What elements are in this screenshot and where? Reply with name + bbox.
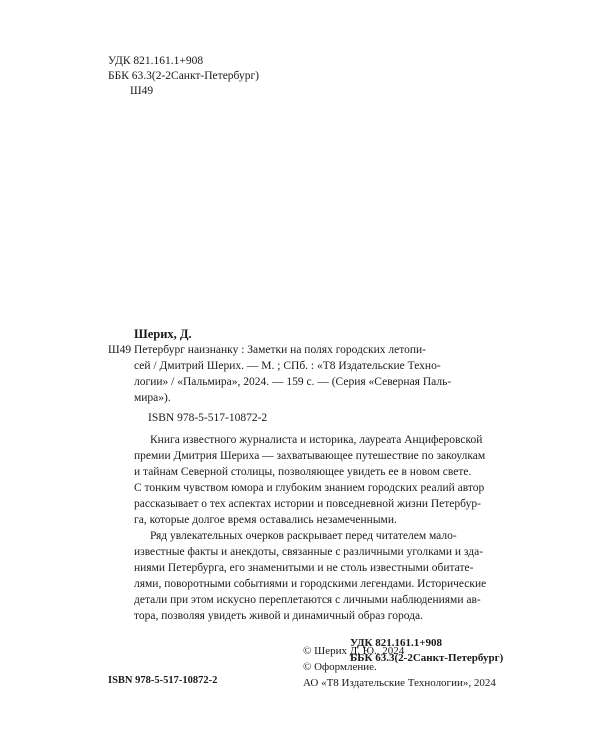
bib-line: мира»). — [134, 392, 171, 404]
isbn-bottom: ISBN 978-5-517-10872-2 — [108, 675, 218, 686]
bbk-code: ББК 63.3(2-2Санкт-Петербург) — [350, 652, 504, 664]
annotation-line: лями, поворотными событиями и городскими легендами. Исторические — [134, 578, 487, 590]
annotation-line: га, которые долгое время оставались незамеченными. — [134, 514, 397, 526]
annotation-line: и тайнам Северной столицы, позволяющее увидеть ее в новом свете. — [134, 466, 472, 478]
author-mark-inline: Ш49 — [108, 344, 132, 356]
udk-code: УДК 821.161.1+908 — [108, 55, 204, 67]
classification-block-top — [108, 54, 259, 99]
author-heading: Шерих, Д. — [134, 327, 192, 341]
author-mark: Ш49 — [130, 85, 154, 97]
copyright-author: © Шерих Д. Ю., 2024 — [303, 645, 405, 657]
annotation-line: Книга известного журналиста и историка, лауреата Анциферовской — [150, 434, 483, 446]
annotation — [134, 432, 508, 624]
annotation-line: С тонким чувством юмора и глубоким знанием городских реалий автор — [134, 482, 485, 494]
bib-line: логии» / «Пальмира», 2024. — 159 с. — (Серия «Северная Паль- — [134, 376, 452, 388]
copyright-design: © Оформление. — [303, 661, 377, 673]
bbk-code: ББК 63.3(2-2Санкт-Петербург) — [108, 70, 260, 82]
bibliographic-record — [108, 326, 508, 666]
bibliographic-description — [108, 342, 508, 406]
annotation-line: тора, позволяя увидеть живой и динамичный образ города. — [134, 610, 423, 622]
copyright-publisher: АО «Т8 Издательские Технологии», 2024 — [303, 677, 496, 689]
bib-line: Петербург наизнанку : Заметки на полях городских летопи- — [134, 344, 426, 356]
annotation-line: ниями Петербурга, его знаменитыми и не столь известными обитате- — [134, 562, 474, 574]
annotation-line: премии Дмитрия Шериха — захватывающее путешествие по закоулкам — [134, 450, 486, 462]
copyright-block — [303, 643, 496, 691]
annotation-line: рассказывает о тех аспектах истории и повседневной жизни Петербур- — [134, 498, 481, 510]
udk-code: УДК 821.161.1+908 — [350, 637, 443, 649]
annotation-line: детали при этом искусно переплетаются с личными наблюдениями ав- — [134, 594, 481, 606]
isbn: ISBN 978-5-517-10872-2 — [148, 412, 268, 424]
annotation-line: известные факты и анекдоты, связанные с различными уголками и зда- — [134, 546, 484, 558]
bib-line: сей / Дмитрий Шерих. — М. ; СПб. : «Т8 Издательские Техно- — [134, 360, 441, 372]
annotation-line: Ряд увлекательных очерков раскрывает перед читателем мало- — [150, 530, 457, 542]
